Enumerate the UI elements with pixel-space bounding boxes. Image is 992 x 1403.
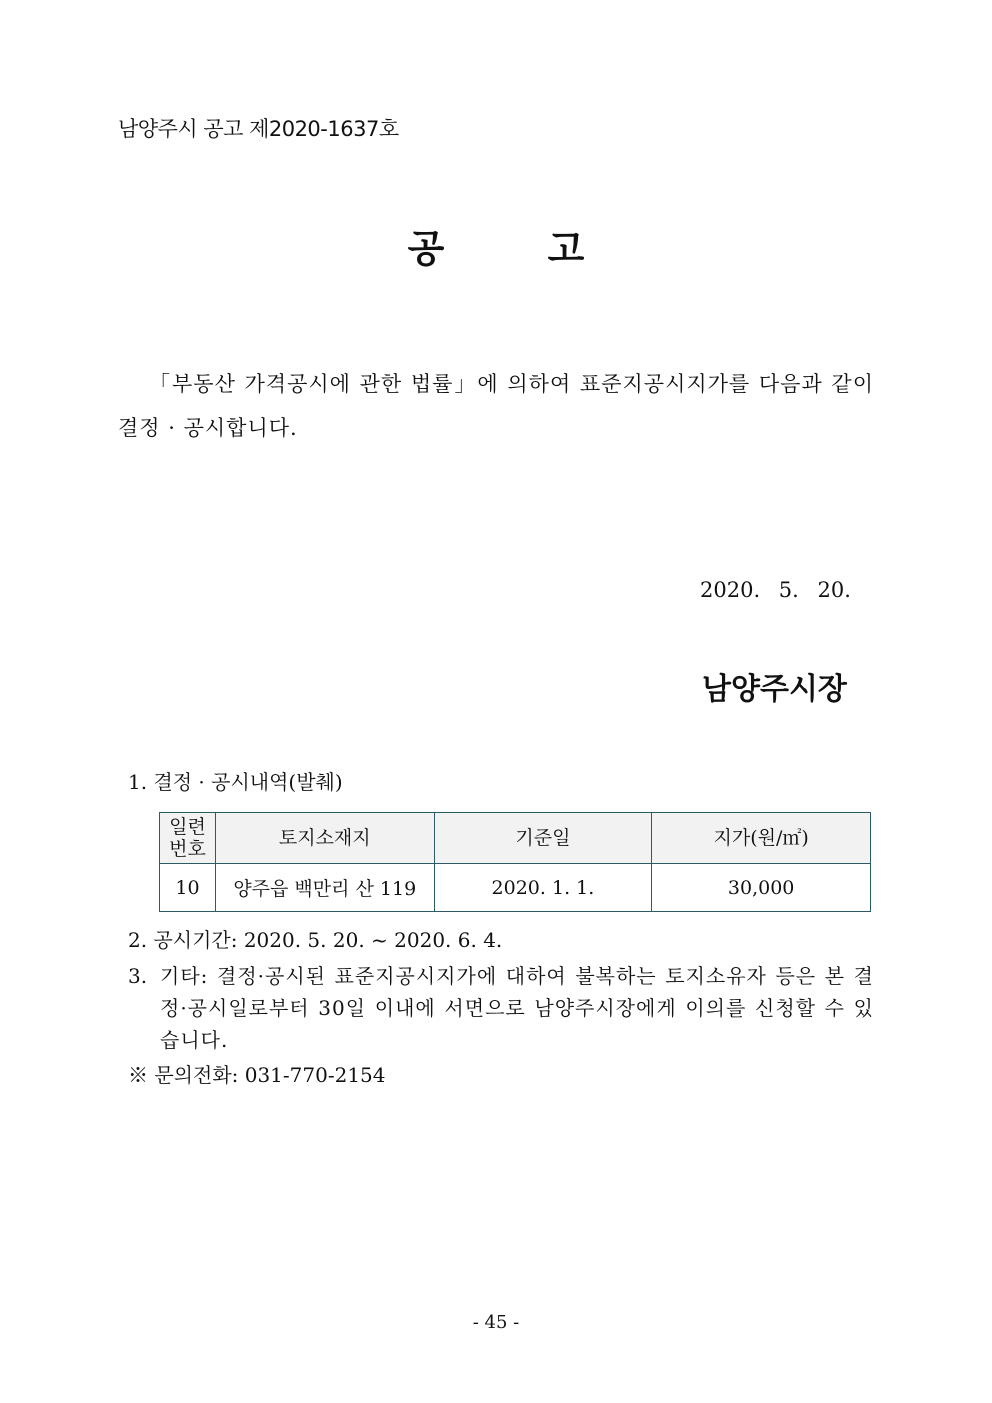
notice-body-text: 「부동산 가격공시에 관한 법률」에 의하여 표준지공시지가를 다음과 같이 결정 · 공시합니다. [118, 372, 874, 440]
notice-date: 2020. 5. 20. [700, 578, 851, 602]
section-3-other [128, 960, 874, 1056]
col-header-location: 토지소재지 [215, 813, 434, 864]
notice-number: 남양주시 공고 제2020-1637호 [118, 117, 399, 141]
issuer-name: 남양주시장 [702, 672, 847, 707]
land-price-table [159, 812, 871, 912]
cell-price: 30,000 [652, 864, 871, 912]
table-header-row [160, 813, 871, 864]
section-1-heading: 1. 결정 · 공시내역(발췌) [128, 770, 343, 794]
section-3-text: 기타: 결정·공시된 표준지공시지가에 대하여 불복하는 토지소유자 등은 본 결정·공시일로부터 30일 이내에 서면으로 남양주시장에게 이의를 신청할 수 있습니다. [160, 964, 874, 1052]
cell-location: 양주읍 백만리 산 119 [215, 864, 434, 912]
section-3-label: 3. [128, 964, 148, 988]
table-row [160, 864, 871, 912]
cell-serial: 10 [160, 864, 216, 912]
contact-info: ※ 문의전화: 031-770-2154 [128, 1063, 386, 1087]
page-title: 공 고 [407, 227, 585, 271]
col-header-serial: 일련 번호 [160, 813, 216, 864]
section-2-period: 2. 공시기간: 2020. 5. 20. ~ 2020. 6. 4. [128, 928, 503, 952]
col-header-base-date: 기준일 [434, 813, 652, 864]
cell-base-date: 2020. 1. 1. [434, 864, 652, 912]
notice-body [118, 362, 874, 450]
col-header-price: 지가(원/㎡) [652, 813, 871, 864]
page-number: - 45 - [472, 1312, 520, 1333]
